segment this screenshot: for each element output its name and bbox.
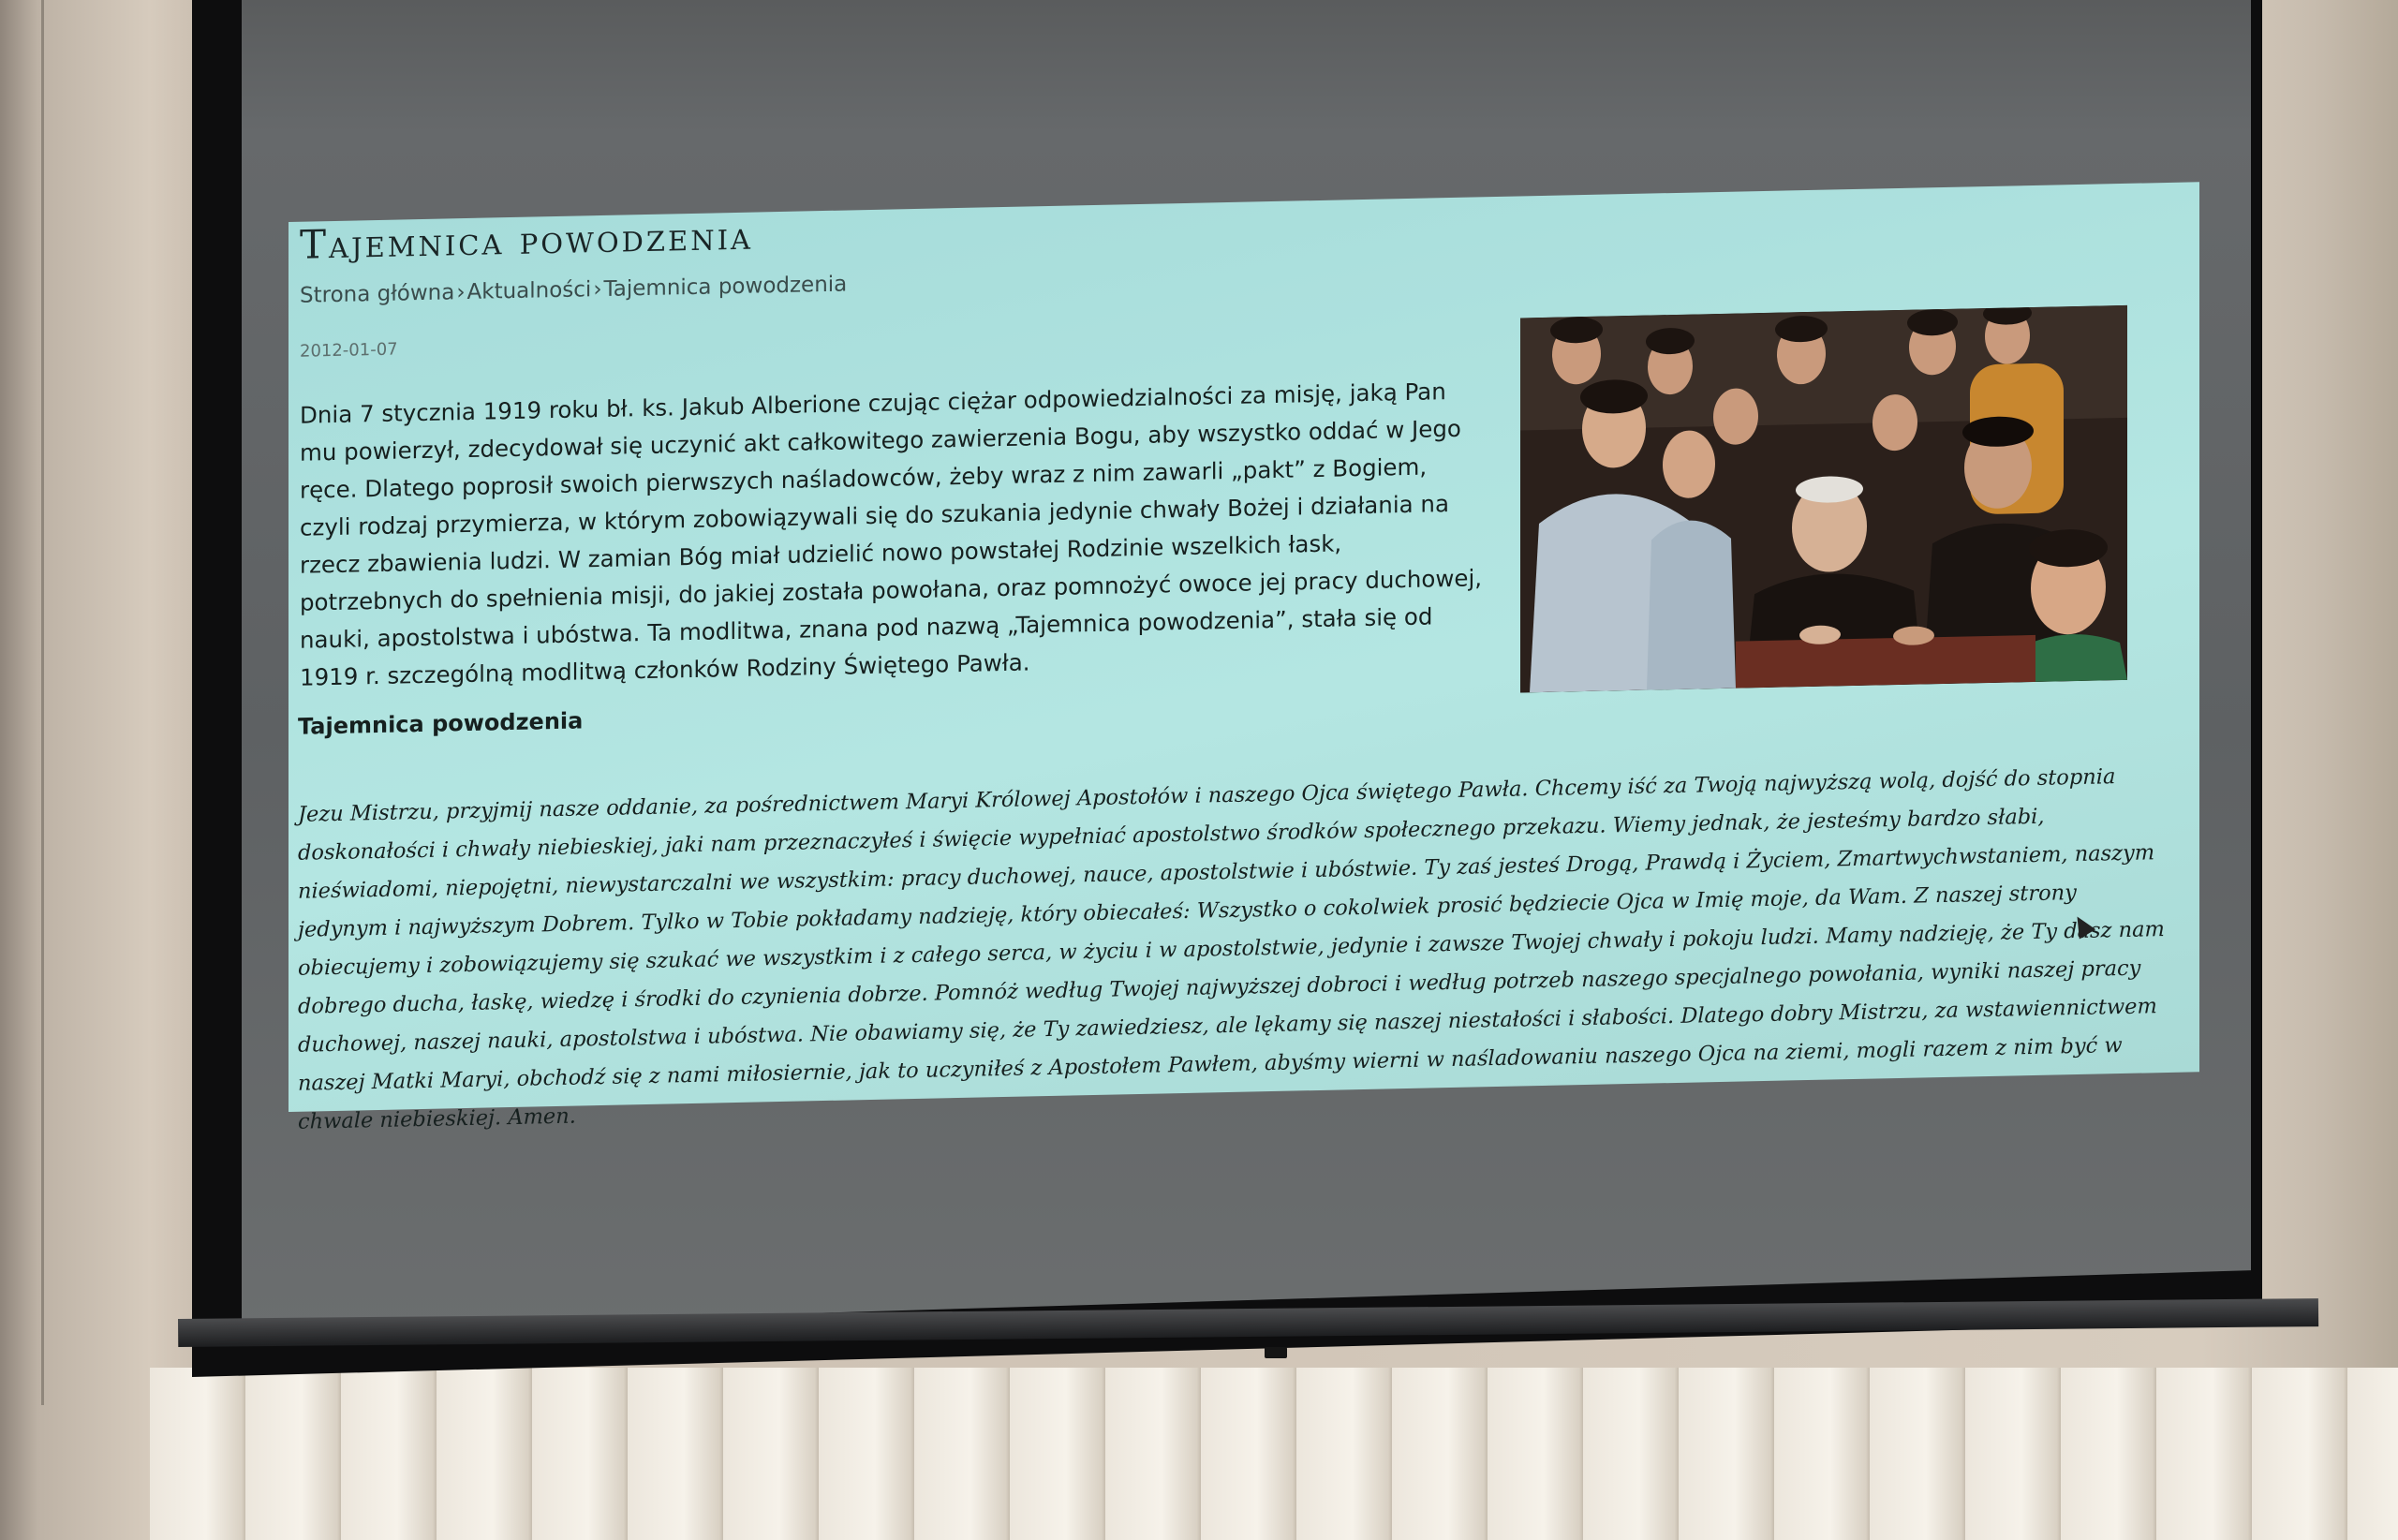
prayer-heading: Tajemnica powodzenia [298,707,584,740]
breadcrumb-section-link[interactable]: Aktualności [466,277,592,305]
breadcrumb-separator: › [593,276,602,303]
projected-web-page [289,182,2199,1134]
breadcrumb-current: Tajemnica powodzenia [603,272,848,302]
blind-cord [41,0,44,1405]
post-date: 2012-01-07 [300,339,398,362]
page-title: Tajemnica powodzenia [300,212,753,268]
breadcrumb-home-link[interactable]: Strona główna [300,280,455,308]
historical-group-photo [1520,305,2127,693]
breadcrumb-separator: › [456,280,466,305]
screen-pull-handle [1265,1347,1287,1358]
prayer-text: Jezu Mistrzu, przyjmij nasze oddanie, za pośrednictwem Maryi Królowej Apostołów i naszego Ojca świętego Pawła. Chcemy iść za Twoją najwyższą wolą, dojść do stopnia doskonałości i chwały niebieskiej, jaki nam przeznaczyłeś i święcie wypełniać apostolstwo środków społecznego przekazu. Wiemy jednak, że jesteśmy bardzo słabi, nieświadomi, niepojętni, niewystarczalni we wszystkim: pracy duchowej, nauce, apostolstwie i ubóstwie. Ty zaś jesteś Drogą, Prawdą i Życiem, Zmartwychwstaniem, naszym jedynym i najwyższym Dobrem. Tylko w Tobie pokładamy nadzieję, który obiecałeś: Wszystko o cokolwiek prosić będziecie Ojca w Imię moje, da Wam. Z naszej strony obiecujemy i zobowiązujemy się szukać we wszystkim i z całego serca, w życiu i w apostolstwie, jedynie i zawsze Twojej chwały i pokoju ludzi. Mamy nadzieję, że Ty dasz nam dobrego ducha, łaskę, wiedzę i środki do czynienia dobrze. Pomnóż według Twojej najwyższej dobroci i według potrzeb naszego specjalnego powołania, wyniki naszej pracy duchowej, naszej nauki, apostolstwa i ubóstwa. Nie obawiamy się, że Ty zawiedziesz, ale lękamy się naszej niestałości i słabości. Dlatego dobry Mistrzu, za wstawiennictwem naszej Matki Maryi, obchodź się z nami miłosiernie, jak to uczyniłeś z Apostołem Pawłem, abyśmy wierni w naśladowaniu naszego Ojca na ziemi, mogli razem z nim być w chwale niebieskiej. Amen. [298,763,2165,1134]
intro-paragraph: Dnia 7 stycznia 1919 roku bł. ks. Jakub Alberione czując ciężar odpowiedzialności za misję, jaką Pan mu powierzył, zdecydował się uczynić akt całkowitego zawierzenia Bogu, aby wszystko oddać w Jego ręce. Dlatego poprosił swoich pierwszych naśladowców, żeby wraz z nim zawarli „pakt” z Bogiem, czyli rodzaj przymierza, w którym zobowiązywali się do szukania jedynie chwały Bożej i działania na rzecz zbawienia ludzi. W zamian Bóg miał udzielić nowo powstałej Rodzinie wszelkich łask, potrzebnych do spełnienia misji, do jakiej została powołana, oraz pomnożyć owoce jej pracy duchowej, nauki, apostolstwa i ubóstwa. Ta modlitwa, znana pod nazwą „Tajemnica powodzenia”, stała się od 1919 r. szczególną modlitwą członków Rodziny Świętego Pawła. [300,377,1483,691]
window-blinds [150,1368,2398,1540]
breadcrumb [300,273,847,308]
